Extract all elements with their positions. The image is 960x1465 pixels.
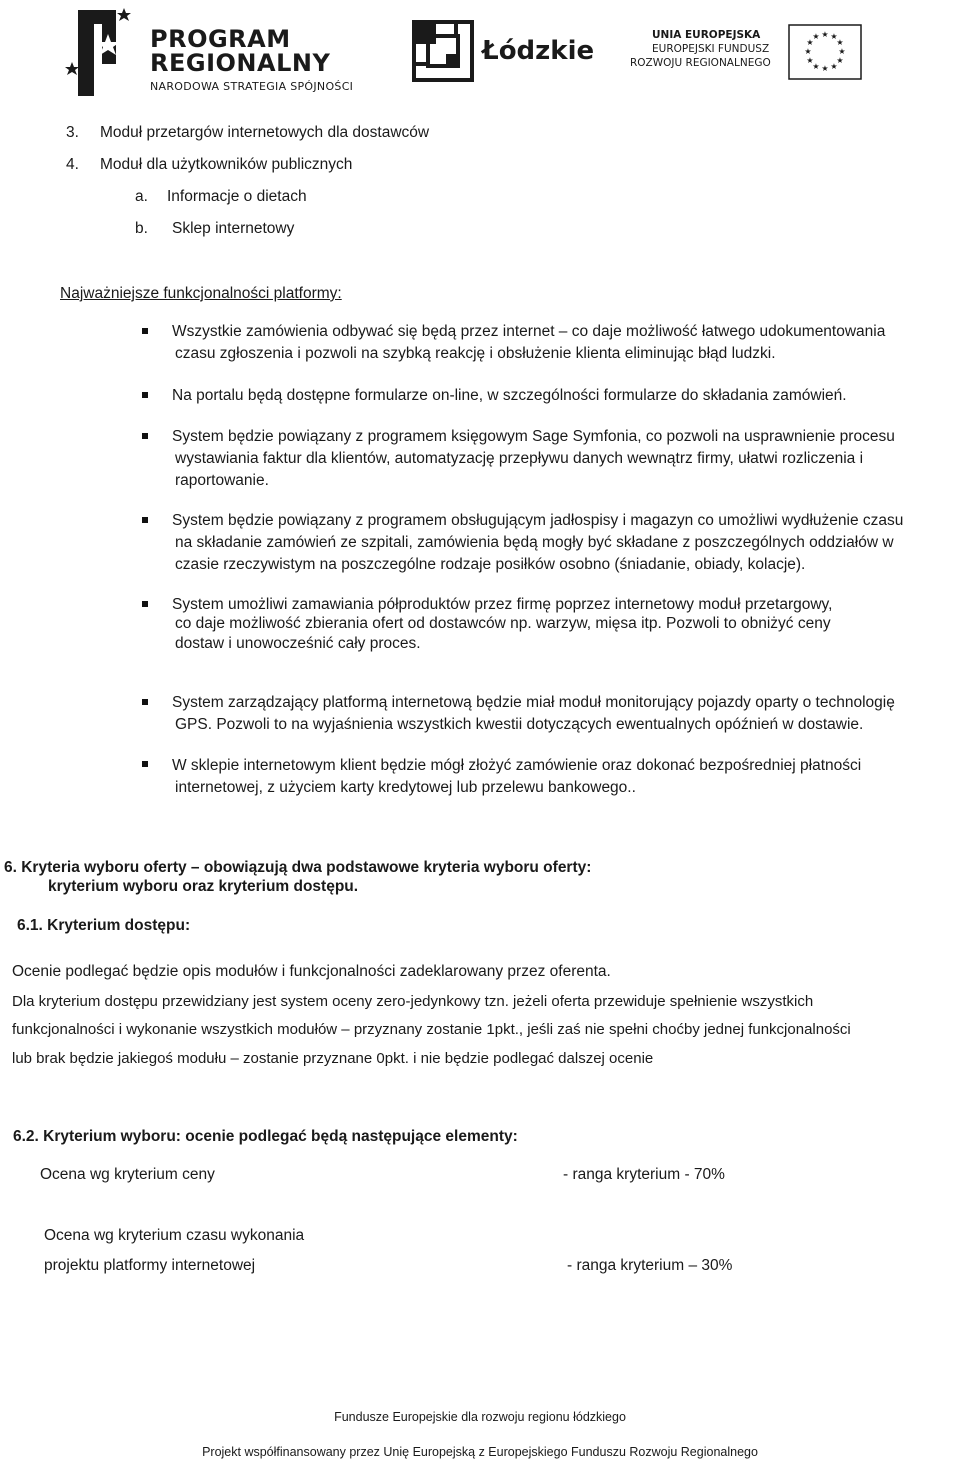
time-criterion-label-line2: projektu platformy internetowej <box>44 1257 256 1274</box>
feature-5-line1: System umożliwi zamawiania półproduktów przez firmę poprzez internetowy moduł przetargowy, <box>172 596 833 613</box>
list-item-3: Moduł przetargów internetowych dla dostawców <box>100 124 430 141</box>
svg-text:★: ★ <box>821 30 829 39</box>
section-6-heading-line1: 6. Kryteria wyboru oferty – obowiązują dwa podstawowe kryteria wyboru oferty: <box>4 859 592 876</box>
time-criterion-weight: - ranga kryterium – 30% <box>567 1257 733 1274</box>
lodzkie-emblem-icon <box>412 20 474 82</box>
feature-4-line3: czasie rzeczywistym na poszczególne rodzaje posiłków osobno (śniadanie, obiady, kolacje). <box>175 556 806 573</box>
footer-line2: Projekt współfinansowany przez Unię Europejską z Europejskiego Funduszu Rozwoju Regionalnego <box>202 1445 758 1459</box>
feature-4-line2: na składanie zamówień ze szpitali, zamówienia będą mogły być składane z poszczególnych oddziałów w <box>175 534 894 551</box>
section-6-heading-line2: kryterium wyboru oraz kryterium dostępu. <box>48 878 359 895</box>
feature-6-line1: System zarządzający platformą internetową będzie miał moduł monitorujący pojazdy oparty o technologię <box>172 694 895 711</box>
section-6-1-heading: 6.1. Kryterium dostępu: <box>17 917 191 934</box>
feature-5-line2: co daje możliwość zbierania ofert od dostawców np. warzyw, mięsa itp. Pozwoli to obniżyć ceny <box>175 615 831 632</box>
access-criterion-paragraph-2-line1: Dla kryterium dostępu przewidziany jest system oceny zero-jedynkowy tzn. jeżeli oferta przewiduje spełnienie wszystkich <box>12 993 814 1010</box>
ue-line2: EUROPEJSKI FUNDUSZ <box>652 43 770 55</box>
ue-line3: ROZWOJU REGIONALNEGO <box>630 57 771 69</box>
sub-item-b: Sklep internetowy <box>172 220 295 237</box>
lodzkie-label: Łódzkie <box>482 36 595 66</box>
ue-line1: UNIA EUROPEJSKA <box>652 29 761 41</box>
sub-item-letter-b: b. <box>135 220 148 237</box>
feature-4-line1: System będzie powiązany z programem obsługującym jadłospisy i magazyn co umożliwi wydłużenie czasu <box>172 512 904 529</box>
bullet-icon <box>142 392 148 398</box>
svg-text:★: ★ <box>836 56 844 65</box>
svg-text:★: ★ <box>806 56 814 65</box>
svg-text:★: ★ <box>806 38 814 47</box>
feature-3-line2: wystawiania faktur dla klientów, automatyzację przepływu danych wewnątrz firmy, ułatwi rozliczenia i <box>175 450 864 467</box>
bullet-icon <box>142 328 148 334</box>
list-item-number-3: 3. <box>66 124 79 141</box>
lodzkie-logo <box>412 18 595 84</box>
svg-text:★: ★ <box>830 32 838 41</box>
svg-text:★: ★ <box>838 47 846 56</box>
svg-text:★: ★ <box>821 64 829 73</box>
feature-1-line1: Wszystkie zamówienia odbywać się będą przez internet – co daje możliwość łatwego udokumentowania <box>172 323 886 340</box>
svg-text:★: ★ <box>804 47 812 56</box>
svg-text:★: ★ <box>830 62 838 71</box>
program-regionalny-logo <box>64 4 374 96</box>
list-item-4: Moduł dla użytkowników publicznych <box>100 156 353 173</box>
feature-7-line1: W sklepie internetowym klient będzie mógł złożyć zamówienie oraz dokonać bezpośredniej płatności <box>172 757 862 774</box>
feature-2-line1: Na portalu będą dostępne formularze on-line, w szczególności formularze do składania zamówień. <box>172 387 847 404</box>
footer-line1: Fundusze Europejskie dla rozwoju regionu łódzkiego <box>334 1410 626 1424</box>
ue-logo <box>626 24 866 84</box>
sub-item-letter-a: a. <box>135 188 148 205</box>
access-criterion-paragraph-2-line3: lub brak będzie jakiegoś modułu – zostanie przyznane 0pkt. i nie będzie podlegać dalszej ocenie <box>12 1050 654 1067</box>
list-item-number-4: 4. <box>66 156 79 173</box>
time-criterion-label-line1: Ocena wg kryterium czasu wykonania <box>44 1227 305 1244</box>
program-title-line2: REGIONALNY <box>150 49 331 77</box>
section-6-2-heading: 6.2. Kryterium wyboru: ocenie podlegać będą następujące elementy: <box>13 1128 518 1145</box>
bullet-icon <box>142 761 148 767</box>
access-criterion-paragraph-2-line2: funkcjonalności i wykonanie wszystkich modułów – przyznany zostanie 1pkt., jeśli zaś nie spełni choćby jednej funkcjonalności <box>12 1021 851 1038</box>
bullet-icon <box>142 433 148 439</box>
feature-1-line2: czasu zgłoszenia i pozwoli na szybką reakcję i obsłużenie klienta eliminując błąd ludzki. <box>175 345 776 362</box>
feature-5-line3: dostaw i unowocześnić cały proces. <box>175 635 421 652</box>
svg-text:★: ★ <box>812 62 820 71</box>
bullet-icon <box>142 601 148 607</box>
feature-6-line2: GPS. Pozwoli to na wyjaśnienia wszystkich kwestii dotyczących ewentualnych opóźnień w dostawie. <box>175 716 864 733</box>
program-subtitle: NARODOWA STRATEGIA SPÓJNOŚCI <box>150 80 354 93</box>
features-heading: Najważniejsze funkcjonalności platformy: <box>60 285 342 302</box>
bullet-icon <box>142 517 148 523</box>
program-title-line1: PROGRAM <box>150 25 291 53</box>
price-criterion-weight: - ranga kryterium - 70% <box>563 1166 725 1183</box>
price-criterion-label: Ocena wg kryterium ceny <box>40 1166 215 1183</box>
bullet-icon <box>142 699 148 705</box>
access-criterion-paragraph-1: Ocenie podlegać będzie opis modułów i funkcjonalności zadeklarowany przez oferenta. <box>12 963 611 980</box>
feature-3-line1: System będzie powiązany z programem księgowym Sage Symfonia, co pozwoli na usprawnienie procesu <box>172 428 895 445</box>
program-star-emblem-icon <box>64 4 134 96</box>
feature-7-line2: internetowej, z użyciem karty kredytowej lub przelewu bankowego.. <box>175 779 636 796</box>
sub-item-a: Informacje o dietach <box>167 188 307 205</box>
svg-text:★: ★ <box>812 32 820 41</box>
feature-3-line3: raportowanie. <box>175 472 269 489</box>
eu-flag-icon <box>788 24 862 80</box>
svg-text:★: ★ <box>836 38 844 47</box>
